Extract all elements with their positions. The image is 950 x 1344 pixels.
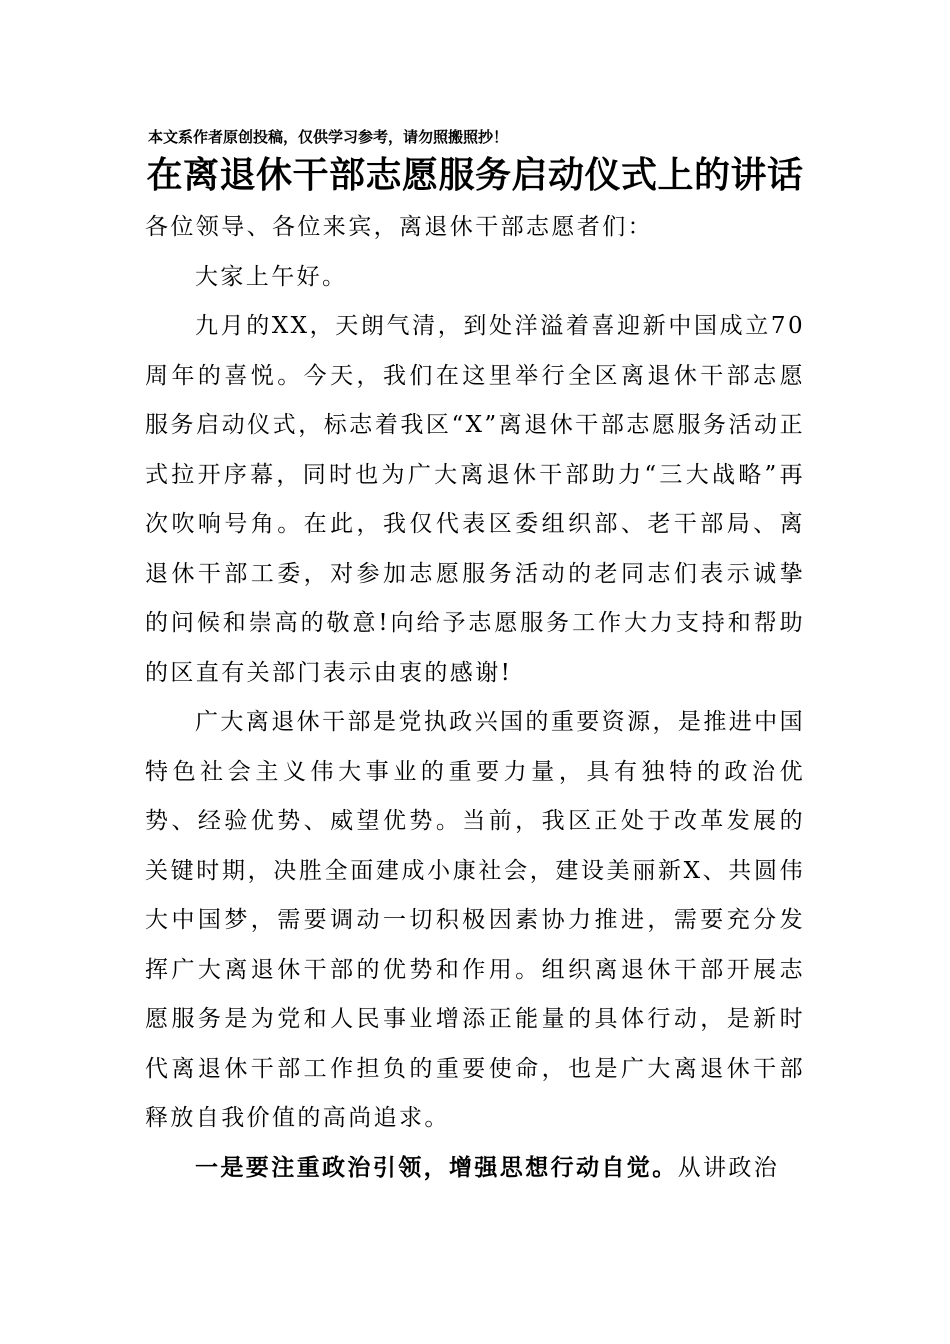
- paragraph-3: [145, 1144, 805, 1194]
- copyright-notice: 本文系作者原创投稿，仅供学习参考，请勿照搬照抄！: [148, 128, 509, 146]
- paragraph-1: 九月的XX，天朗气清，到处洋溢着喜迎新中国成立70周年的喜悦。今天，我们在这里举行全区离退休干部志愿服务启动仪式，标志着我区“X”离退休干部志愿服务活动正式拉开序幕，同时也为广大离退休干部助力“三大战略”再次吹响号角。在此，我仅代表区委组织部、老干部局、离退休干部工委，对参加志愿服务活动的老同志们表示诚挚的问候和崇高的敬意!向给予志愿服务工作大力支持和帮助的区直有关部门表示由衷的感谢!: [145, 313, 805, 686]
- document-body: [145, 203, 805, 1193]
- salutation: 各位领导、各位来宾，离退休干部志愿者们：: [145, 214, 653, 240]
- document-title: 在离退休干部志愿服务启动仪式上的讲话: [146, 154, 804, 196]
- paragraph-3-lead: 一是要注重政治引领，增强思想行动自觉。: [195, 1154, 678, 1181]
- greeting: 大家上午好。: [195, 263, 348, 290]
- paragraph-3-text: 从讲政治: [677, 1154, 780, 1181]
- paragraph-2: 广大离退休干部是党执政兴国的重要资源，是推进中国特色社会主义伟大事业的重要力量，具有独特的政治优势、经验优势、威望优势。当前，我区正处于改革发展的关键时期，决胜全面建成小康社会，建设美丽新X、共圆伟大中国梦，需要调动一切积极因素协力推进，需要充分发挥广大离退休干部的优势和作用。组织离退休干部开展志愿服务是为党和人民事业增添正能量的具体行动，是新时代离退休干部工作担负的重要使命，也是广大离退休干部释放自我价值的高尚追求。: [145, 709, 805, 1131]
